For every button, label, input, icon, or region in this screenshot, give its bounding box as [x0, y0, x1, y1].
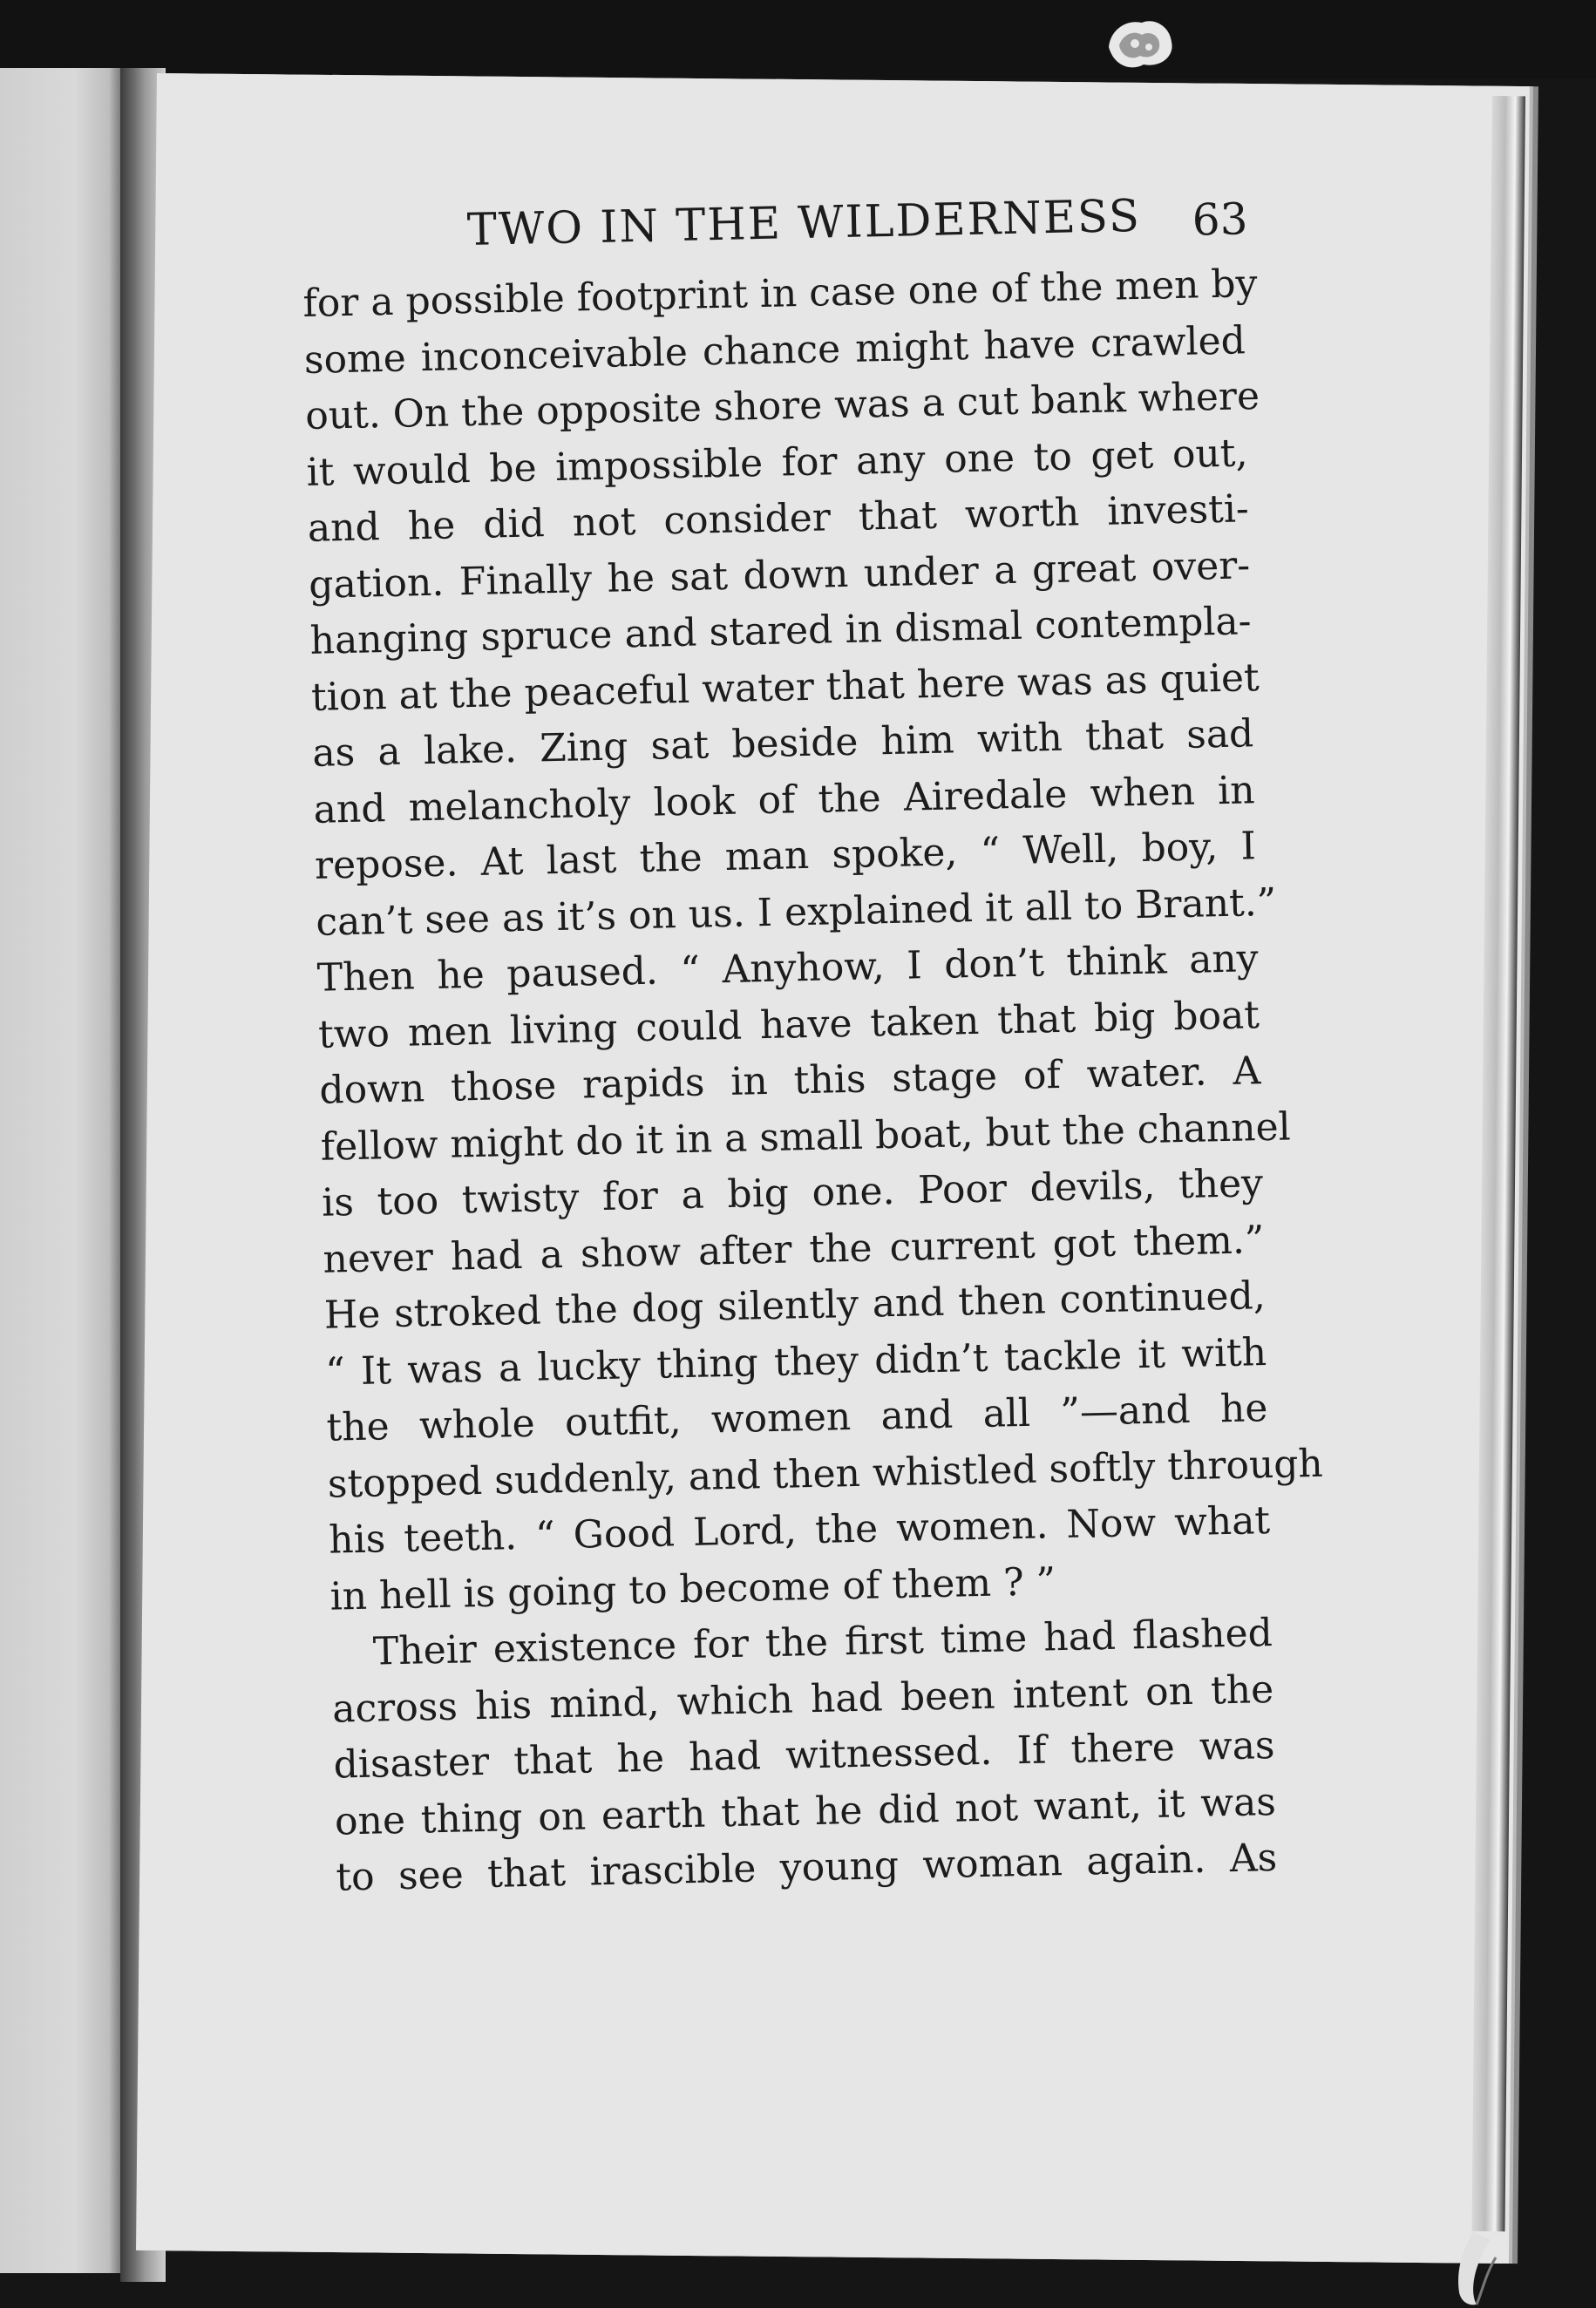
text-line: and he did not consider that worth investi-: [307, 486, 1250, 551]
text-line: fellow might do it in a small boat, but the channel: [320, 1103, 1292, 1170]
text-line: “ It was a lucky thing they didn’t tackle it with: [324, 1329, 1267, 1395]
text-line: in hell is going to become of them ? ”: [329, 1558, 1056, 1619]
text-line: repose. At last the man spoke, “ Well, boy, I: [314, 824, 1257, 888]
text-line: Their existence for the first time had flashed: [372, 1611, 1273, 1674]
text-line: some inconceivable chance might have crawled: [303, 317, 1246, 383]
text-line: Then he paused. “ Anyhow, I don’t think any: [316, 936, 1260, 1001]
body-text: [302, 256, 1324, 1906]
text-line: hanging spruce and stared in dismal contempla-: [309, 599, 1252, 663]
text-line: two men living could have taken that big boat: [317, 992, 1260, 1057]
library-stamp-icon: [1100, 12, 1177, 73]
text-line: down those rapids in this stage of water. A: [318, 1049, 1261, 1113]
text-line: as a lake. Zing sat beside him with that sad: [311, 711, 1254, 776]
text-line: and melancholy look of the Airedale when in: [313, 767, 1256, 832]
scanner-background: [0, 0, 1596, 78]
text-line: tion at the peaceful water that here was as quiet: [310, 655, 1260, 720]
page-content: [301, 176, 1324, 1906]
text-line: He stroked the dog silently and then continued,: [323, 1273, 1267, 1338]
text-line: for a possible footprint in case one of the men by: [302, 261, 1258, 326]
running-title: TWO IN THE WILDERNESS: [466, 190, 1142, 257]
text-line: out. On the opposite shore was a cut bank where: [304, 374, 1260, 438]
text-line: gation. Finally he sat down under a great over-: [308, 542, 1251, 608]
text-line: across his mind, which had been intent on the: [331, 1667, 1274, 1732]
text-line: disaster that he had witnessed. If there was: [333, 1722, 1276, 1788]
page-number: 63: [1192, 193, 1249, 246]
text-line: his teeth. “ Good Lord, the women. Now what: [328, 1498, 1271, 1563]
page-corner-curl-icon: [1438, 2231, 1499, 2308]
text-line: never had a show after the current got them.”: [323, 1217, 1265, 1282]
text-line: is too twisty for a big one. Poor devils, they: [321, 1161, 1264, 1225]
text-line: the whole outfit, women and all ”—and he: [326, 1386, 1268, 1450]
text-line: it would be impossible for any one to get out,: [306, 430, 1248, 495]
facing-page: [0, 68, 124, 2273]
text-line: stopped suddenly, and then whistled softly through: [327, 1441, 1324, 1507]
text-line: to see that irascible young woman again. As: [335, 1835, 1278, 1900]
text-line: one thing on earth that he did not want, it was: [334, 1779, 1277, 1844]
text-line: can’t see as it’s on us. I explained it all to Brant.”: [315, 879, 1277, 945]
